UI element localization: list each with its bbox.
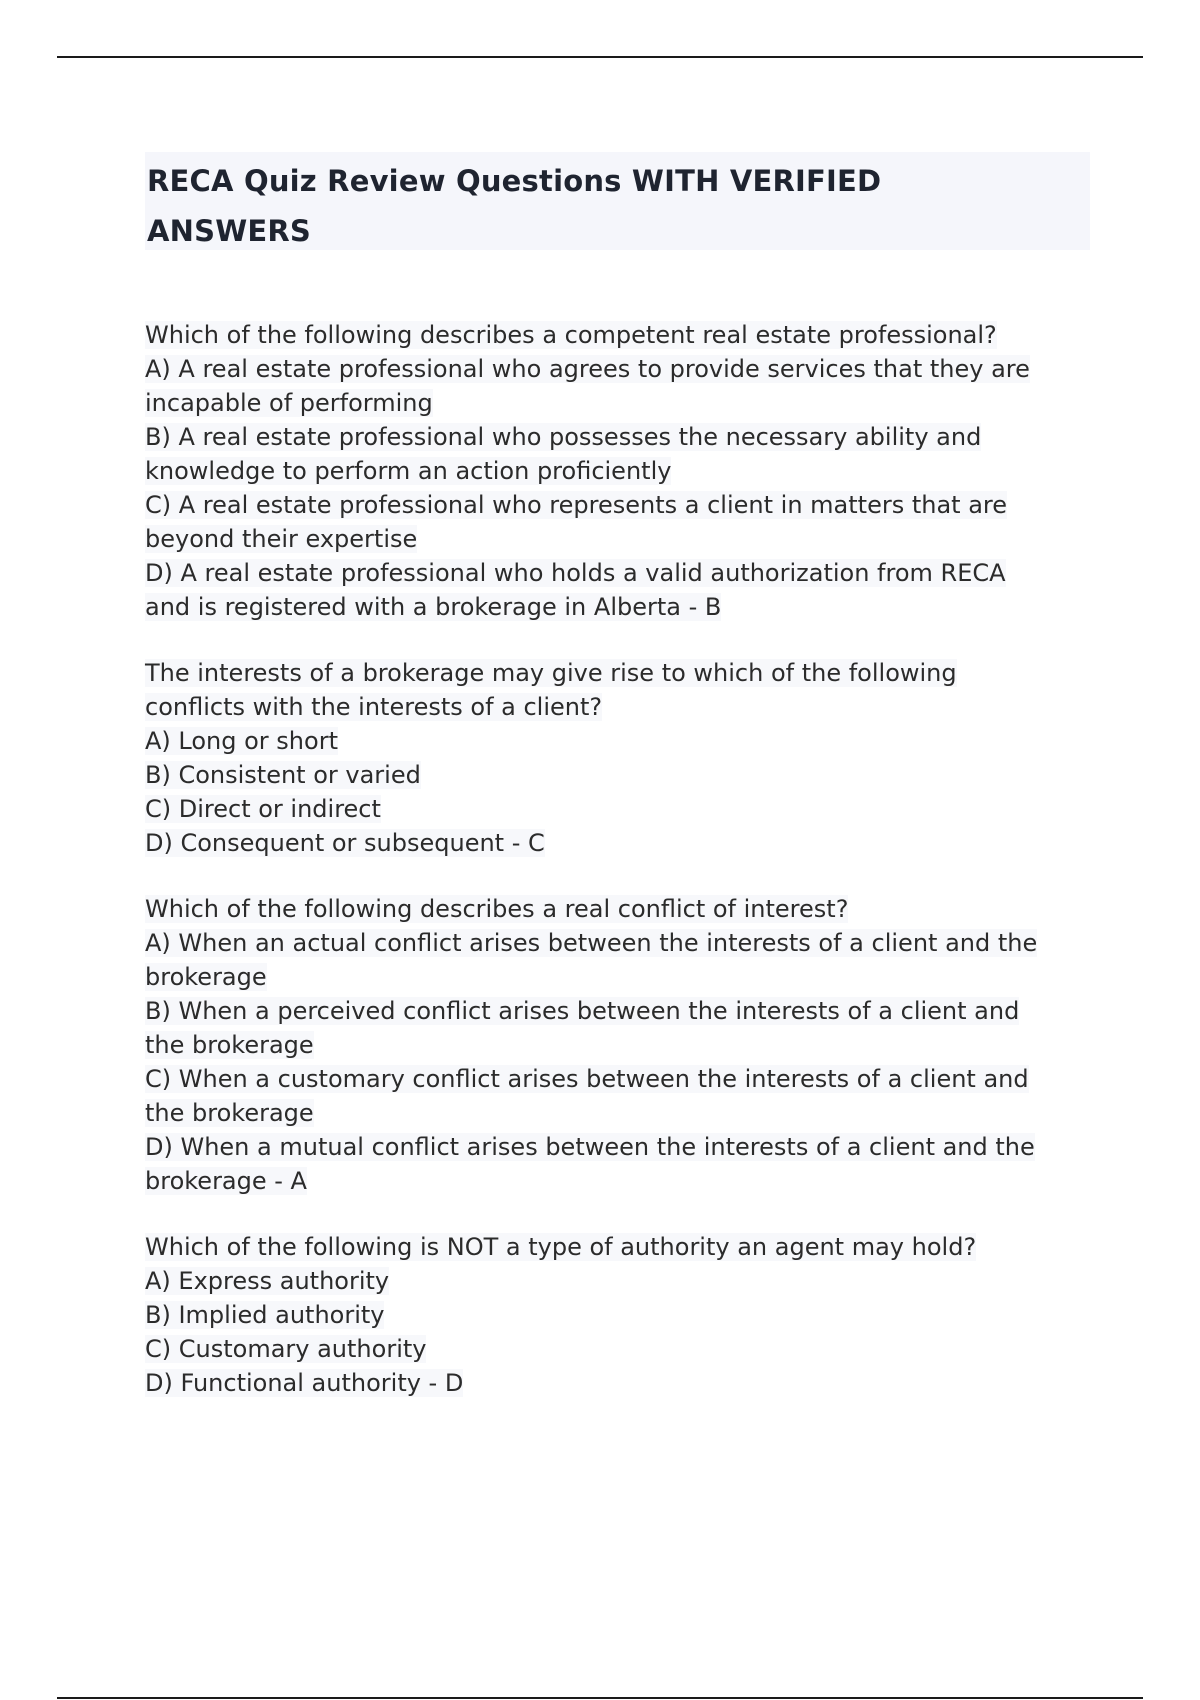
question-2-line: The interests of a brokerage may give rise to which of the following — [145, 659, 957, 687]
title-line-1: RECA Quiz Review Questions WITH VERIFIED — [147, 164, 882, 198]
question-1-line: B) A real estate professional who possesses the necessary ability and — [145, 423, 982, 451]
question-1-line: Which of the following describes a competent real estate professional? — [145, 321, 997, 349]
question-2-line: conflicts with the interests of a client? — [145, 693, 603, 721]
question-2-line: C) Direct or indirect — [145, 795, 381, 823]
question-3-line: brokerage — [145, 963, 267, 991]
title-line-2: ANSWERS — [147, 214, 312, 248]
question-3-line: the brokerage — [145, 1031, 314, 1059]
question-1-line: C) A real estate professional who represents a client in matters that are — [145, 491, 1008, 519]
question-3-line: the brokerage — [145, 1099, 314, 1127]
question-1-line: D) A real estate professional who holds a valid authorization from RECA — [145, 559, 1006, 587]
question-3-line: D) When a mutual conflict arises between the interests of a client and the — [145, 1133, 1035, 1161]
question-1-line: and is registered with a brokerage in Alberta - B — [145, 593, 722, 621]
bottom-rule — [57, 1697, 1143, 1699]
question-2-line: B) Consistent or varied — [145, 761, 421, 789]
question-1-line: A) A real estate professional who agrees to provide services that they are — [145, 355, 1030, 383]
question-3 — [145, 892, 1090, 1198]
question-1 — [145, 318, 1090, 624]
questions-list — [145, 318, 1090, 1432]
question-3-line: Which of the following describes a real conflict of interest? — [145, 895, 849, 923]
question-1-line: beyond their expertise — [145, 525, 418, 553]
question-1-line: incapable of performing — [145, 389, 433, 417]
question-2-line: A) Long or short — [145, 727, 338, 755]
question-4-line: A) Express authority — [145, 1267, 390, 1295]
question-3-line: A) When an actual conflict arises between the interests of a client and the — [145, 929, 1038, 957]
question-1-line: knowledge to perform an action proficiently — [145, 457, 672, 485]
question-4-line: Which of the following is NOT a type of authority an agent may hold? — [145, 1233, 977, 1261]
question-3-line: brokerage - A — [145, 1167, 307, 1195]
question-4-line: C) Customary authority — [145, 1335, 427, 1363]
question-3-line: C) When a customary conflict arises between the interests of a client and — [145, 1065, 1029, 1093]
title-block — [145, 152, 1090, 250]
question-2-line: D) Consequent or subsequent - C — [145, 829, 545, 857]
question-2 — [145, 656, 1090, 860]
question-4 — [145, 1230, 1090, 1400]
question-3-line: B) When a perceived conflict arises between the interests of a client and — [145, 997, 1020, 1025]
question-4-line: B) Implied authority — [145, 1301, 385, 1329]
document-title — [147, 156, 1088, 256]
top-rule — [57, 56, 1143, 58]
question-4-line: D) Functional authority - D — [145, 1369, 464, 1397]
